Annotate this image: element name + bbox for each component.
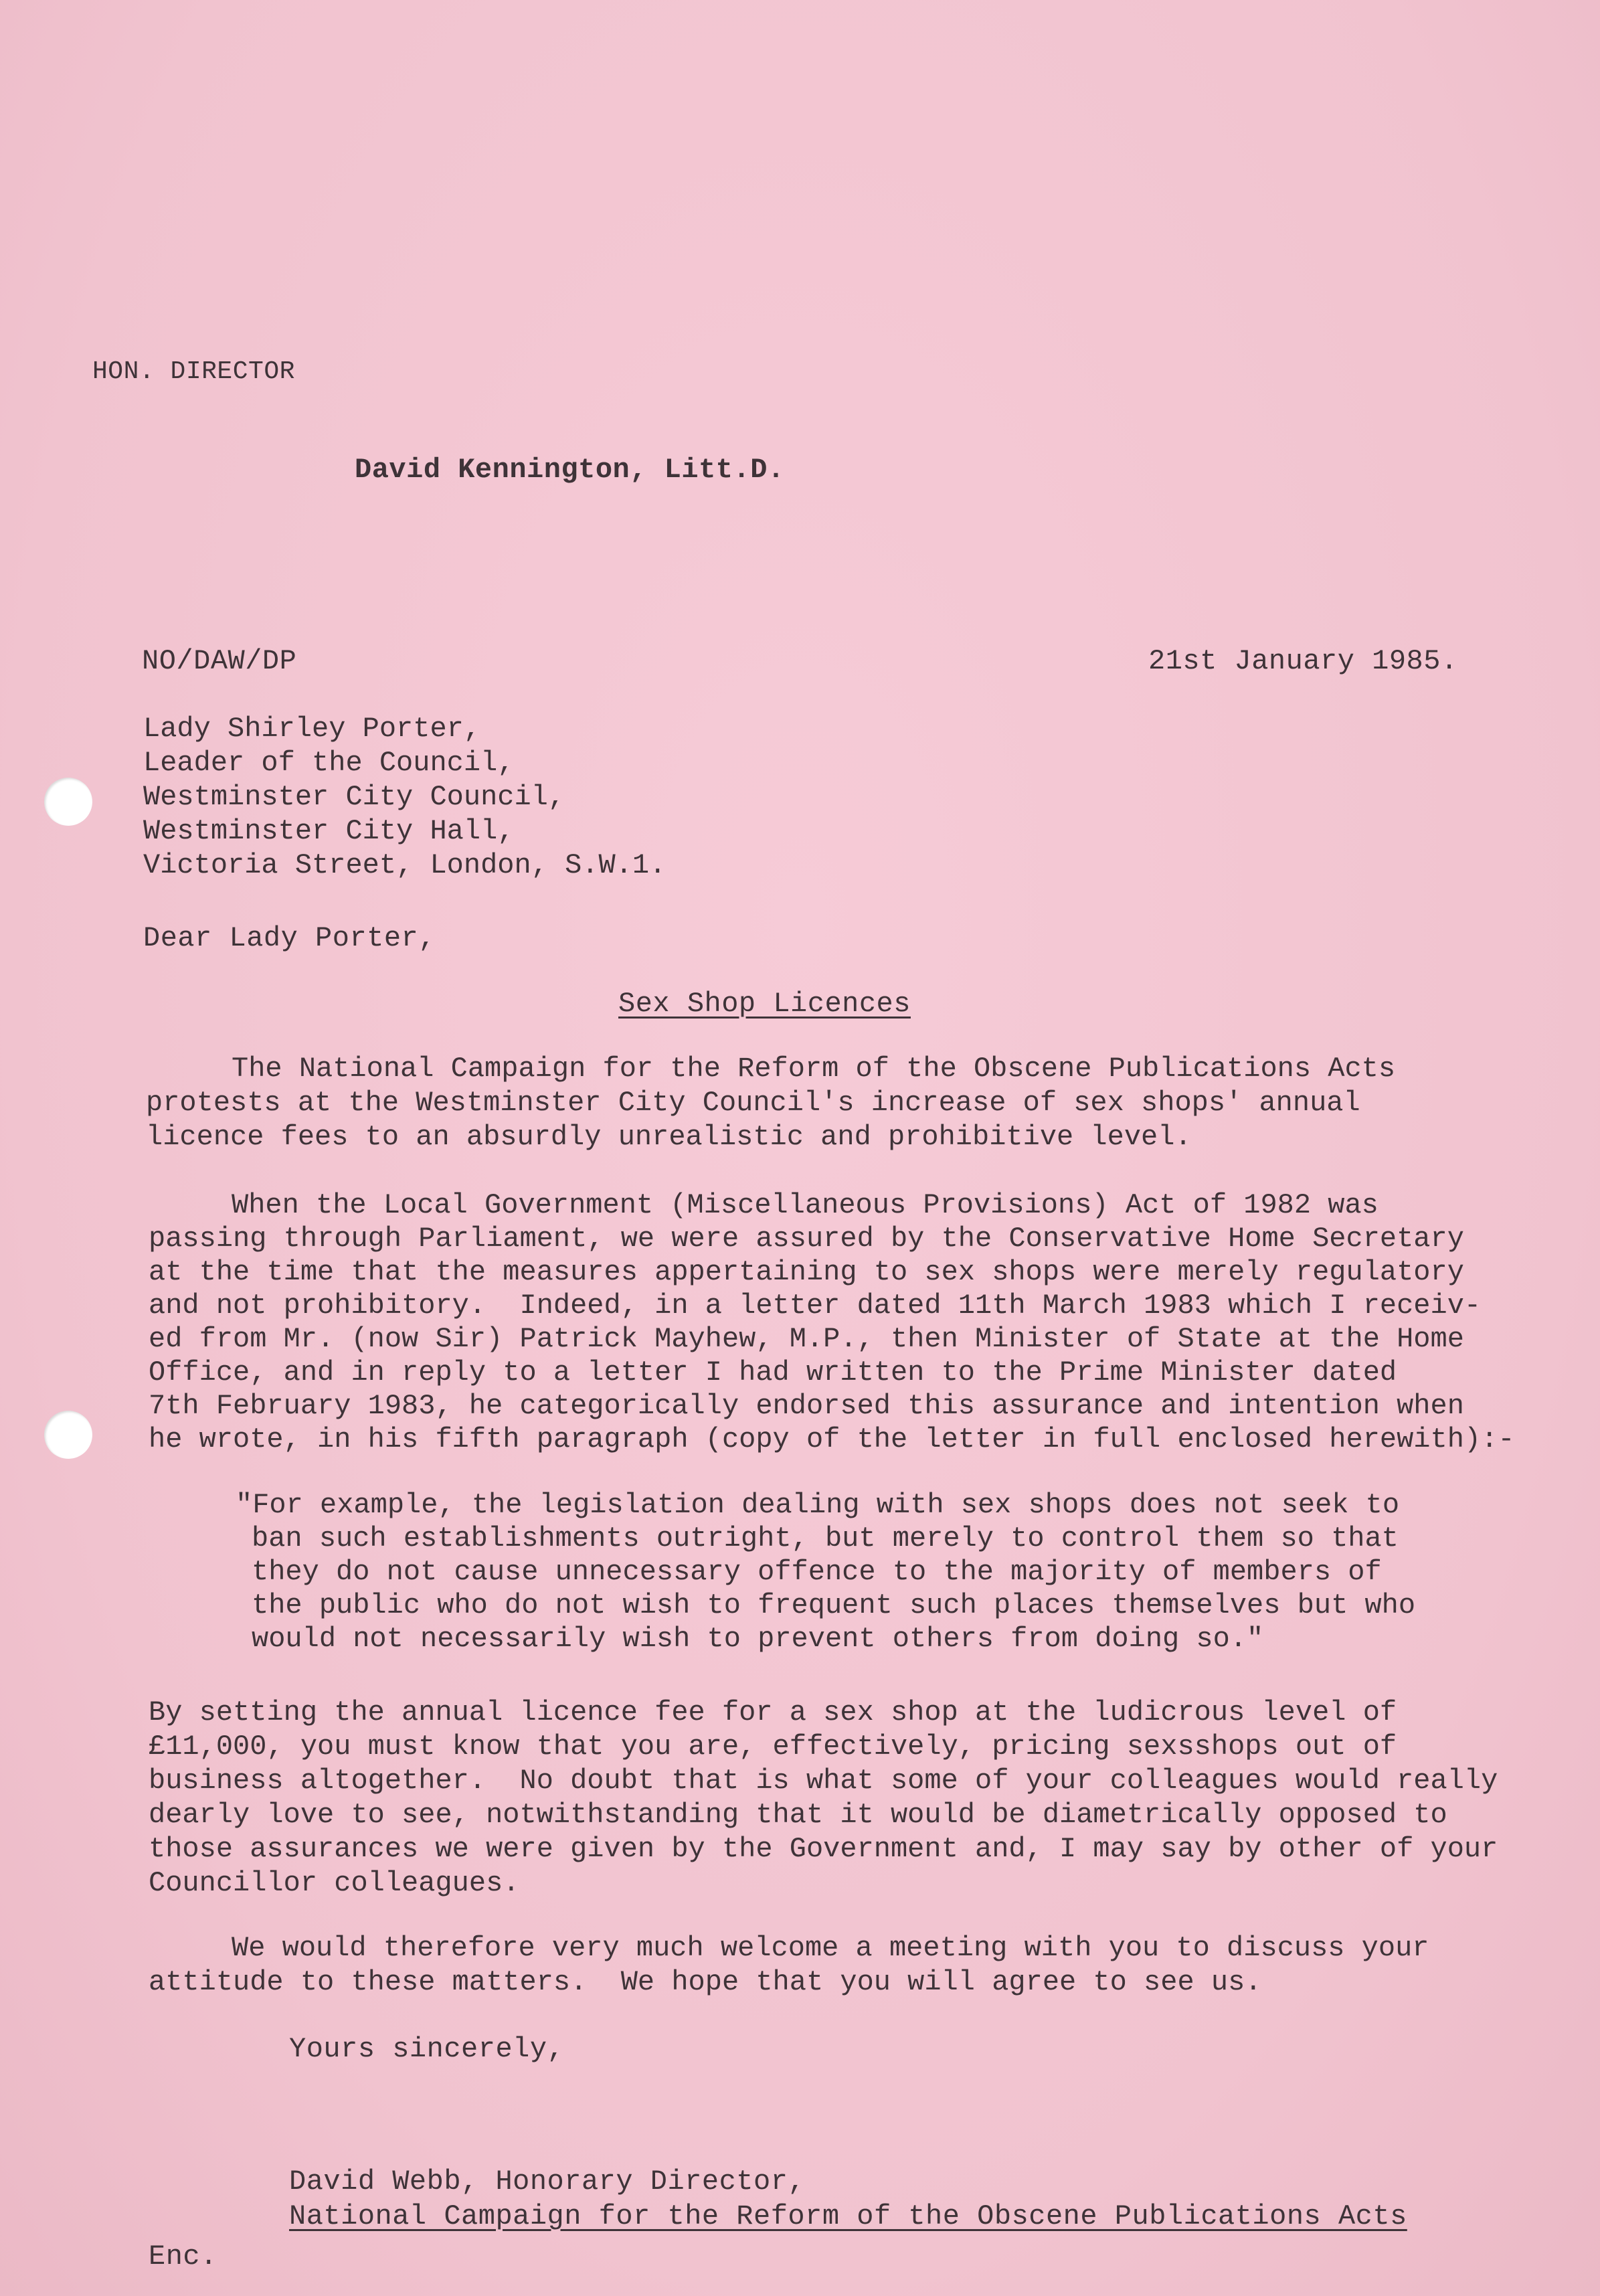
quote-line: "For example, the legislation dealing with sex shops does not seek to	[236, 1489, 1400, 1521]
paragraph-line: Office, and in reply to a letter I had written to the Prime Minister dated	[149, 1356, 1397, 1389]
quote-line: the public who do not wish to frequent such places themselves but who	[252, 1589, 1416, 1621]
paragraph-line: When the Local Government (Miscellaneous Provisions) Act of 1982 was	[232, 1189, 1379, 1221]
paragraph-line: those assurances we were given by the Government and, I may say by other of your	[149, 1833, 1498, 1865]
salutation: Dear Lady Porter,	[143, 922, 436, 954]
reference-code: NO/DAW/DP	[142, 645, 297, 677]
paragraph-line: passing through Parliament, we were assured by the Conservative Home Secretary	[149, 1223, 1464, 1255]
punch-hole-top	[44, 778, 92, 826]
paragraph-line: business altogether. No doubt that is what some of your colleagues would really	[149, 1765, 1498, 1797]
paragraph-line: The National Campaign for the Reform of the Obscene Publications Acts	[232, 1053, 1396, 1085]
paragraph-line: he wrote, in his fifth paragraph (copy of the letter in full enclosed herewith):-	[149, 1423, 1515, 1455]
paragraph-2	[149, 1188, 1515, 1456]
paragraph-line: £11,000, you must know that you are, effectively, pricing sexsshops out of	[149, 1731, 1397, 1763]
recipient-line: Leader of the Council,	[143, 747, 515, 779]
closing: Yours sincerely,	[289, 2033, 565, 2065]
paragraph-line: ed from Mr. (now Sir) Patrick Mayhew, M.P., then Minister of State at the Home	[149, 1323, 1464, 1355]
letterhead-name: David Kennington, Litt.D.	[355, 454, 785, 486]
paragraph-line: protests at the Westminster City Council's increase of sex shops' annual	[146, 1087, 1360, 1119]
recipient-line: Victoria Street, London, S.W.1.	[143, 849, 666, 881]
paragraph-line: Councillor colleagues.	[149, 1867, 520, 1899]
quote-line: they do not cause unnecessary offence to the majority of members of	[252, 1556, 1382, 1588]
quote-line: ban such establishments outright, but merely to control them so that	[252, 1522, 1399, 1555]
enclosure-note: Enc.	[149, 2240, 217, 2273]
signatory-organisation: National Campaign for the Reform of the Obscene Publications Acts	[289, 2200, 1407, 2232]
quoted-passage	[236, 1488, 1415, 1656]
paragraph-4	[149, 1931, 1429, 2000]
paragraph-line: 7th February 1983, he categorically endorsed this assurance and intention when	[149, 1390, 1464, 1422]
letter-date: 21st January 1985.	[1148, 645, 1458, 677]
paragraph-line: By setting the annual licence fee for a sex shop at the ludicrous level of	[149, 1696, 1397, 1729]
paragraph-1	[146, 1052, 1395, 1154]
paragraph-line: We would therefore very much welcome a meeting with you to discuss your	[232, 1932, 1429, 1964]
recipient-line: Westminster City Hall,	[143, 815, 515, 847]
recipient-line: Lady Shirley Porter,	[143, 713, 481, 745]
punch-hole-bottom	[44, 1411, 92, 1459]
paragraph-line: and not prohibitory. Indeed, in a letter dated 11th March 1983 which I receiv-	[149, 1290, 1482, 1322]
subject-heading: Sex Shop Licences	[618, 988, 911, 1020]
paragraph-line: attitude to these matters. We hope that you will agree to see us.	[149, 1966, 1262, 1998]
recipient-address	[143, 712, 666, 883]
paragraph-line: licence fees to an absurdly unrealistic and prohibitive level.	[146, 1121, 1192, 1153]
recipient-line: Westminster City Council,	[143, 781, 565, 813]
paragraph-line: at the time that the measures appertaining to sex shops were merely regulatory	[149, 1256, 1464, 1288]
letterhead-role: HON. DIRECTOR	[92, 357, 295, 386]
signatory-name: David Webb, Honorary Director,	[289, 2166, 806, 2198]
paragraph-line: dearly love to see, notwithstanding that it would be diametrically opposed to	[149, 1799, 1447, 1831]
paragraph-3	[149, 1696, 1498, 1901]
quote-line: would not necessarily wish to prevent others from doing so."	[252, 1623, 1264, 1655]
